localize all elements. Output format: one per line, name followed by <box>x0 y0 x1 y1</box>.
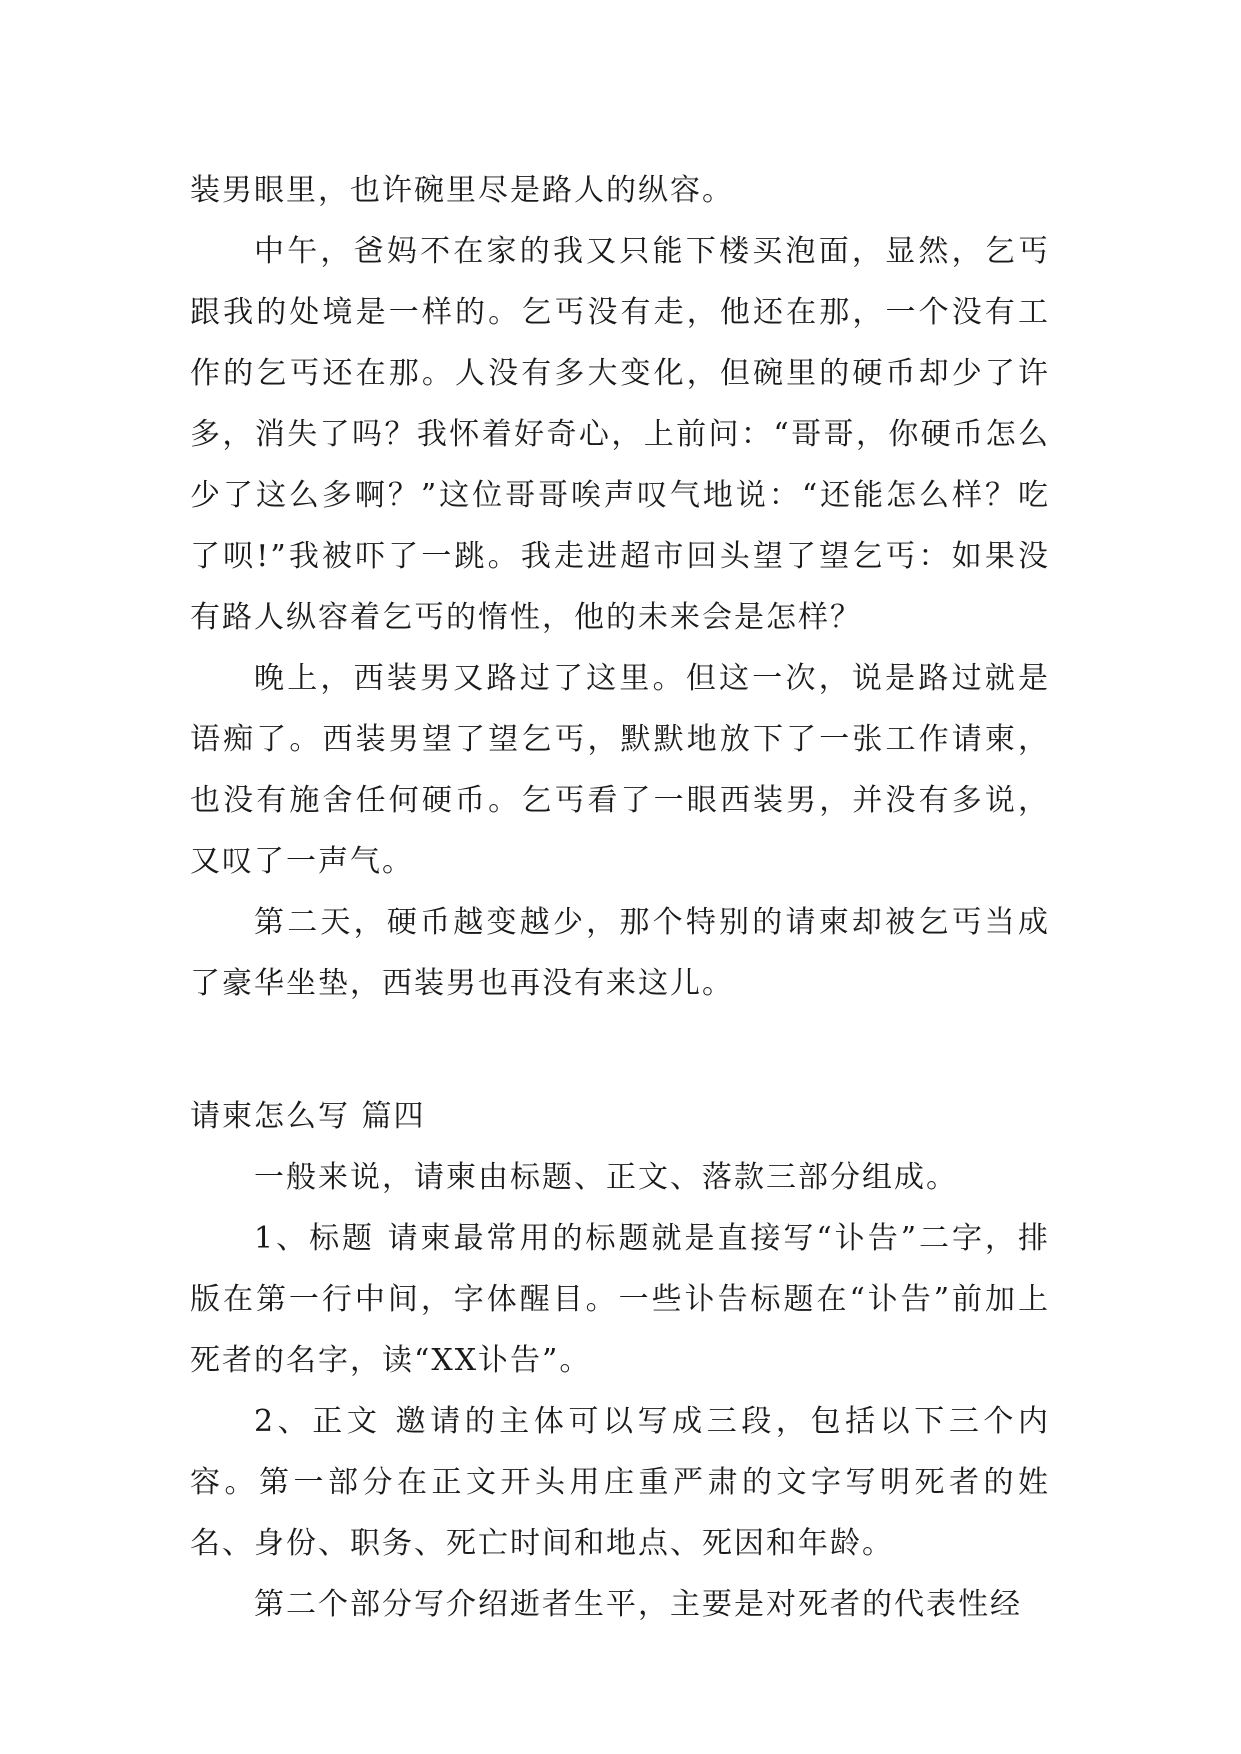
paragraph-intro: 一般来说，请柬由标题、正文、落款三部分组成。 <box>254 1160 958 1195</box>
paragraph-noon: 中午，爸妈不在家的我又只能下楼买泡面，显然，乞丐跟我的处境是一样的。乞丐没有走，他还在那，一个没有工作的乞丐还在那。人没有多大变化，但碗里的硬币却少了许多，消失了吗？我怀着好奇心，上前问：“哥哥，你硬币怎么少了这么多啊？”这位哥哥唉声叹气地说：“还能怎么样？吃了呗!”我被吓了一跳。我走进超市回头望了望乞丐：如果没有路人纵容着乞丐的惰性，他的未来会是怎样？ <box>190 234 1050 635</box>
section-title: 请柬怎么写 篇四 <box>190 1099 426 1134</box>
paragraph-evening: 晚上，西装男又路过了这里。但这一次，说是路过就是语痴了。西装男望了望乞丐，默默地放下了一张工作请柬，也没有施舍任何硬币。乞丐看了一眼西装男，并没有多说，又叹了一声气。 <box>190 661 1050 879</box>
paragraph-continued: 装男眼里，也许碗里尽是路人的纵容。 <box>190 173 734 208</box>
paragraph-second-part: 第二个部分写介绍逝者生平，主要是对死者的代表性经 <box>254 1587 1022 1622</box>
paragraph-title-rule: 1、标题 请柬最常用的标题就是直接写“讣告”二字，排版在第一行中间，字体醒目。一些讣告标题在“讣告”前加上死者的名字，读“XX讣告”。 <box>190 1221 1050 1378</box>
paragraph-next-day: 第二天，硬币越变越少，那个特别的请柬却被乞丐当成了豪华坐垫，西装男也再没有来这儿。 <box>190 905 1050 1001</box>
paragraph-body-rule: 2、正文 邀请的主体可以写成三段，包括以下三个内容。第一部分在正文开头用庄重严肃的文字写明死者的姓名、身份、职务、死亡时间和地点、死因和年龄。 <box>190 1404 1050 1561</box>
document-body <box>190 160 1050 1635</box>
